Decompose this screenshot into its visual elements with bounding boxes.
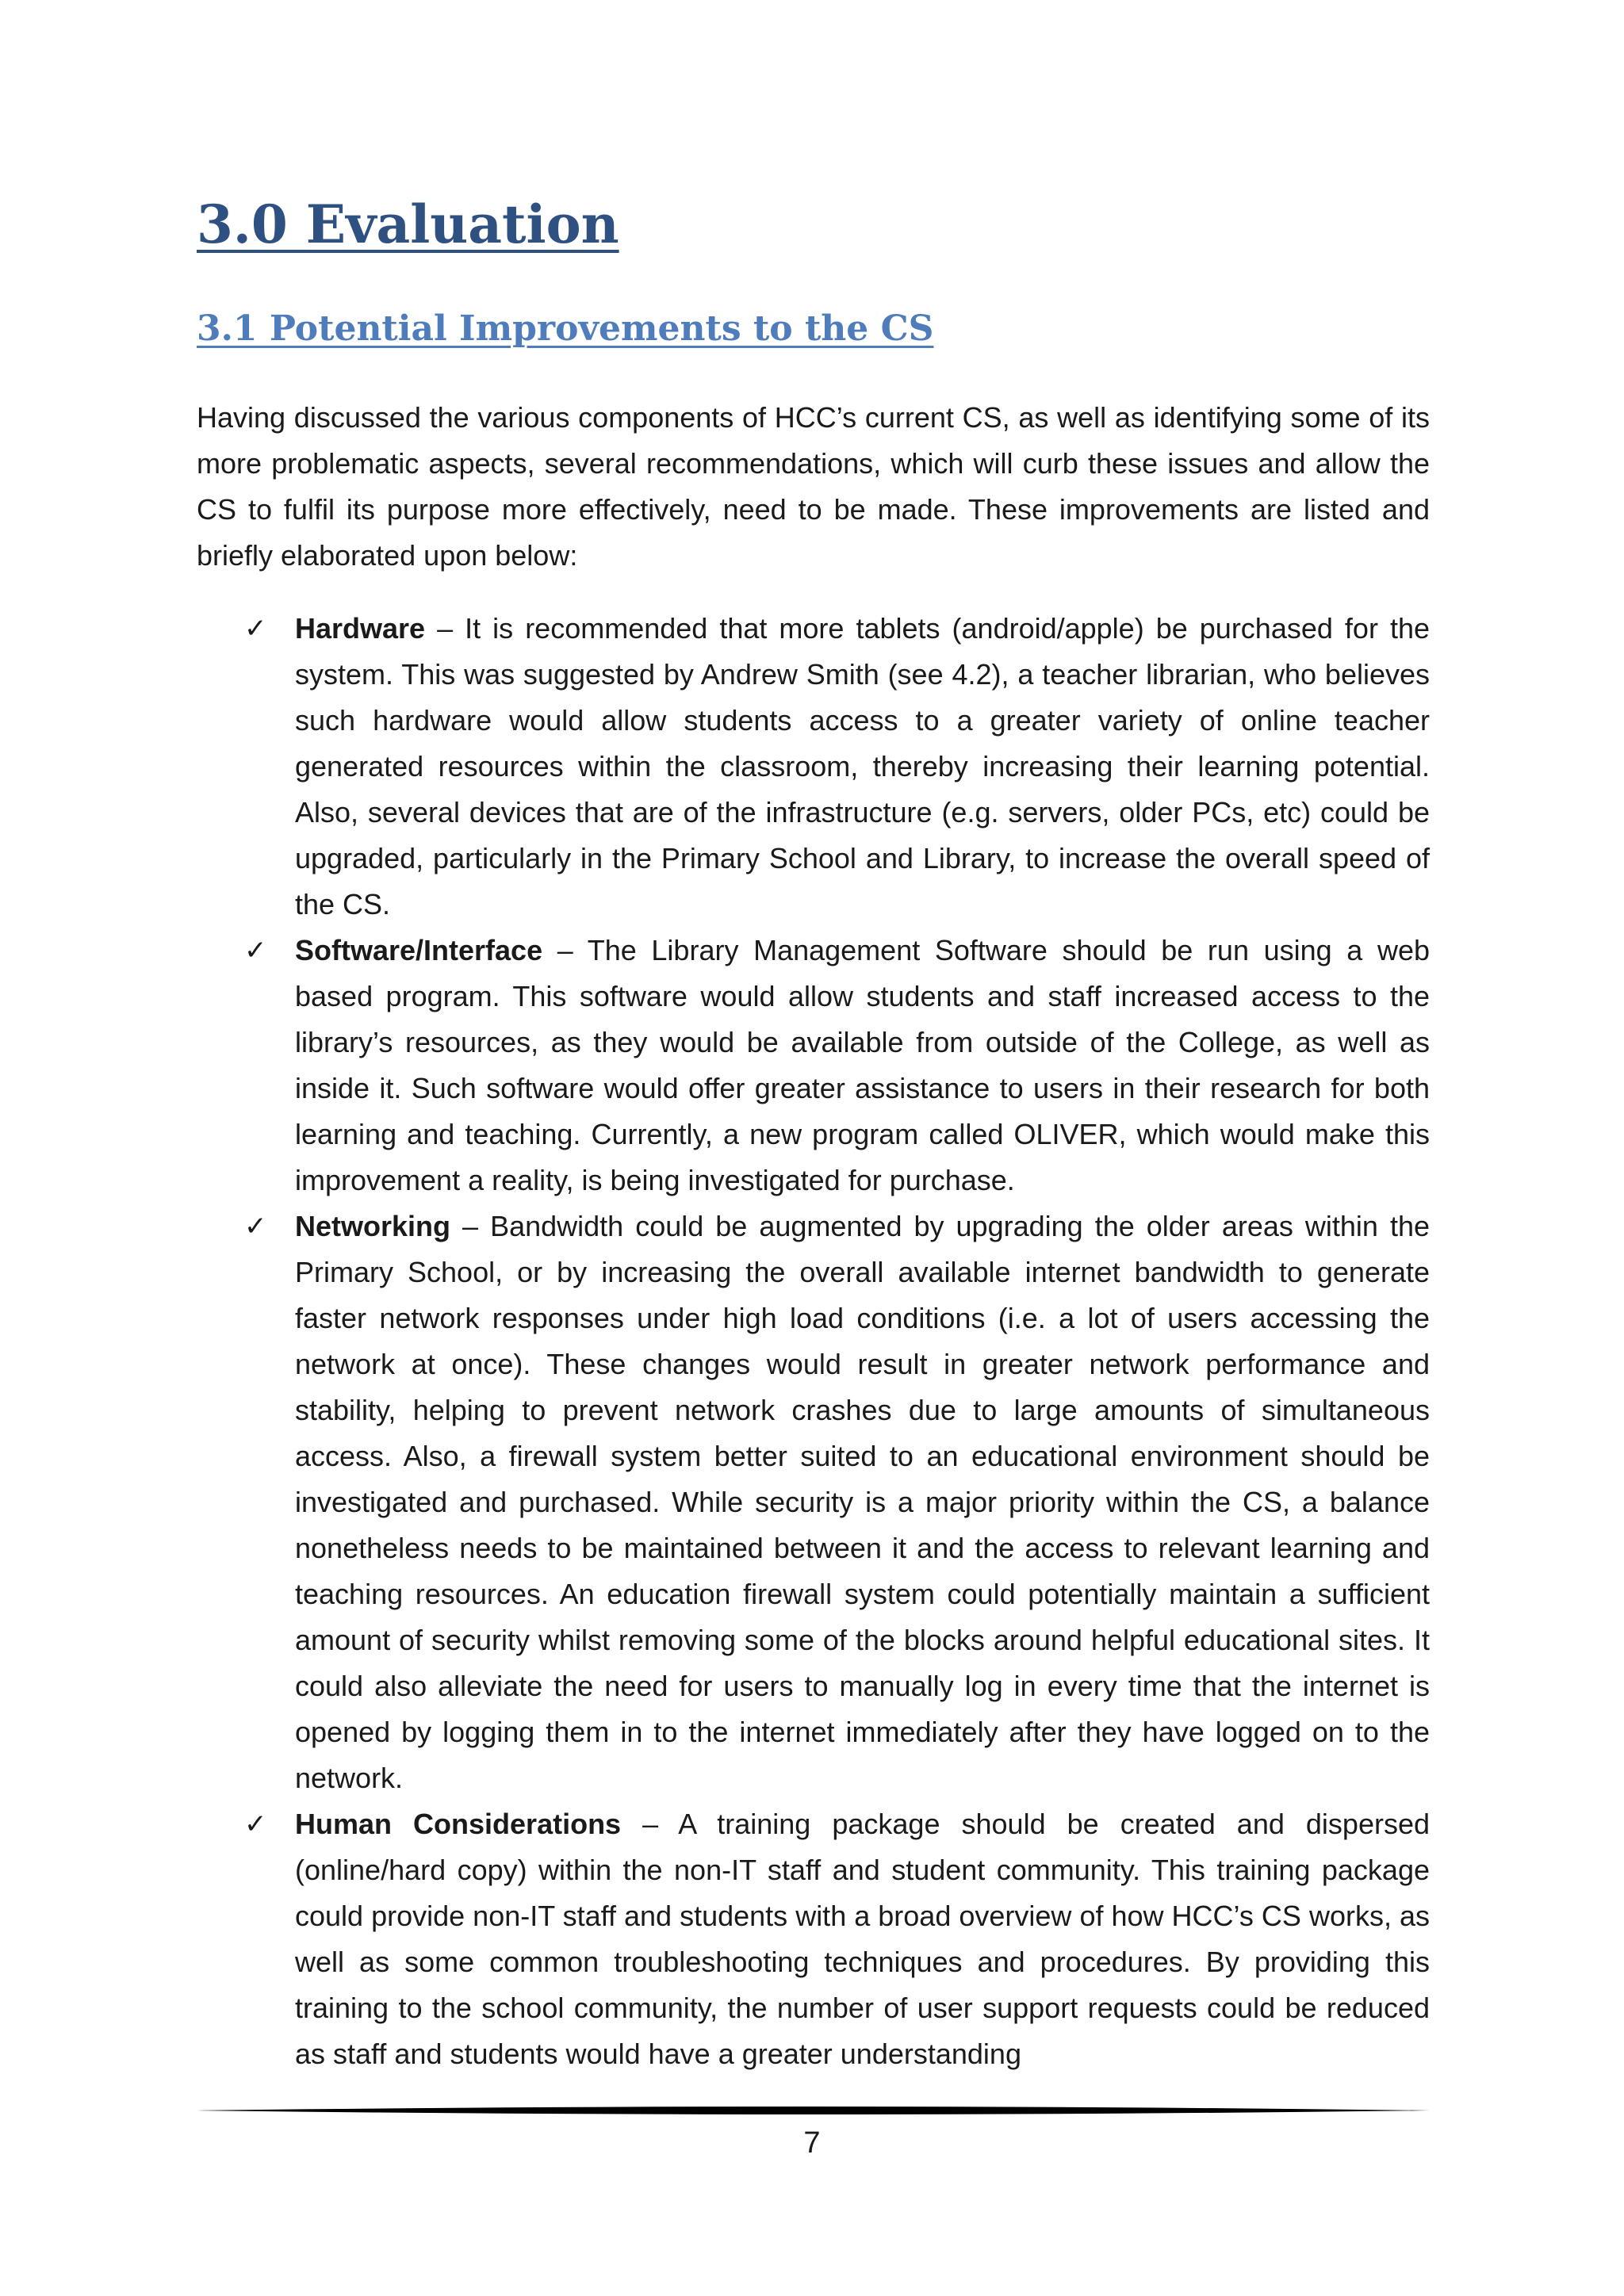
item-term: Software/Interface bbox=[295, 934, 543, 966]
item-term: Networking bbox=[295, 1210, 451, 1242]
item-text: – A training package should be created and dispersed (online/hard copy) within the non-IT staff and student community. This training package could provide non-IT staff and students with a broad overview of how HCC’s CS works, as well as some common troubleshooting techniques and procedures. By providing this training to the school community, the number of user support requests could be reduced as staff and students would have a greater understanding bbox=[295, 1808, 1430, 2070]
item-text: – It is recommended that more tablets (android/apple) be purchased for the system. This was suggested by Andrew Smith (see 4.2), a teacher librarian, who believes such hardware would allow students access to a greater variety of online teacher generated resources within the classroom, thereby increasing their learning potential. Also, several devices that are of the infrastructure (e.g. servers, older PCs, etc) could be upgraded, particularly in the Primary School and Library, to increase the overall speed of the CS. bbox=[295, 612, 1430, 920]
list-item bbox=[197, 928, 1430, 1203]
item-term: Hardware bbox=[295, 612, 426, 645]
checkmark-icon: ✓ bbox=[244, 1808, 267, 1840]
page-number: 7 bbox=[803, 2126, 821, 2160]
list-item bbox=[197, 1203, 1430, 1801]
list-item bbox=[197, 1801, 1430, 2077]
item-text: – The Library Management Software should be run using a web based program. This software would allow students and staff increased access to the library’s resources, as they would be available from outside of the College, as well as inside it. Such software would offer greater assistance to users in their research for both learning and teaching. Currently, a new program called OLIVER, which would make this improvement a reality, is being investigated for purchase. bbox=[295, 934, 1430, 1196]
checkmark-icon: ✓ bbox=[244, 613, 267, 645]
item-text: – Bandwidth could be augmented by upgrading the older areas within the Primary School, or by increasing the overall available internet bandwidth to generate faster network responses under high load conditions (i.e. a lot of users accessing the network at once). These changes would result in greater network performance and stability, helping to prevent network crashes due to large amounts of simultaneous access. Also, a firewall system better suited to an educational environment should be investigated and purchased. While security is a major priority within the CS, a balance nonetheless needs to be maintained between it and the access to relevant learning and teaching resources. An education firewall system could potentially maintain a sufficient amount of security whilst removing some of the blocks around helpful educational sites. It could also alleviate the need for users to manually log in every time that the internet is opened by logging them in to the internet immediately after they have logged on to the network. bbox=[295, 1210, 1430, 1794]
improvements-list bbox=[197, 606, 1430, 2077]
list-item bbox=[197, 606, 1430, 928]
checkmark-icon: ✓ bbox=[244, 1211, 267, 1242]
footer-divider bbox=[197, 2101, 1430, 2120]
intro-paragraph: Having discussed the various components of HCC’s current CS, as well as identifying some of its more problematic aspects, several recommendations, which will curb these issues and allow the CS to fulfil its purpose more effectively, need to be made. These improvements are listed and briefly elaborated upon below: bbox=[197, 401, 1430, 572]
subsection-heading: 3.1 Potential Improvements to the CS bbox=[197, 308, 934, 349]
checkmark-icon: ✓ bbox=[244, 935, 267, 966]
section-heading: 3.0 Evaluation bbox=[197, 193, 619, 255]
item-term: Human Considerations bbox=[295, 1808, 622, 1840]
